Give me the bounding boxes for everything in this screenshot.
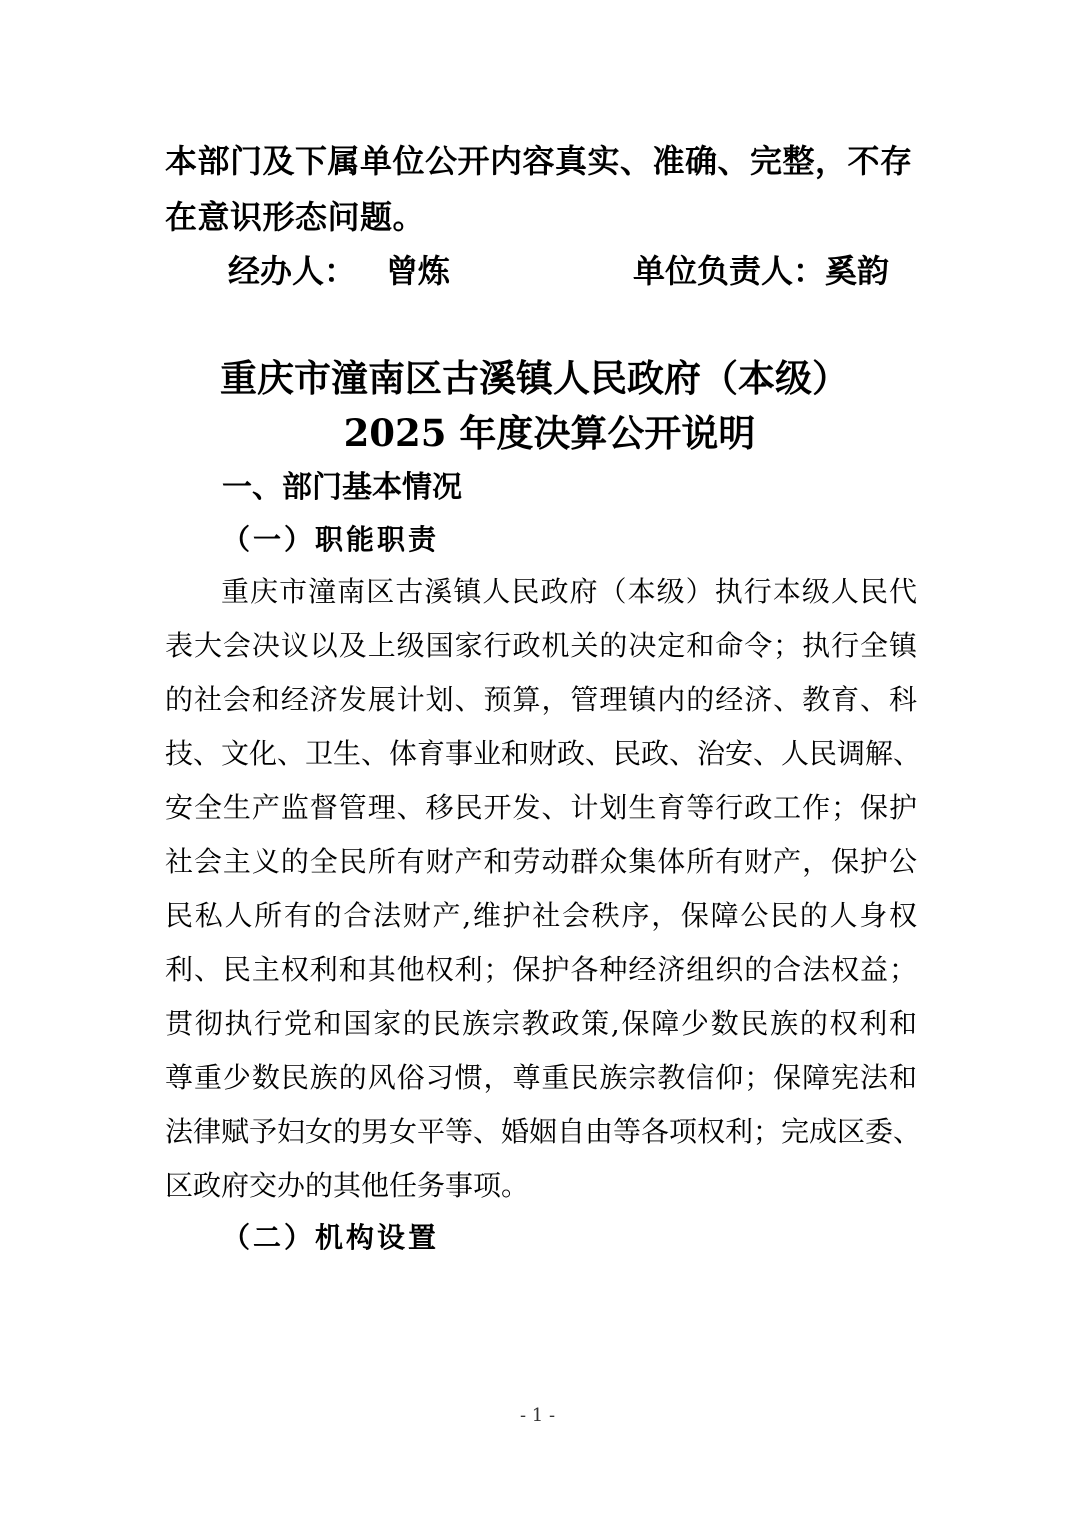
paragraph-line: 重庆市潼南区古溪镇人民政府（本级）执行本级人民代 <box>221 575 917 608</box>
paragraph-line: 技、文化、卫生、体育事业和财政、民政、治安、人民调解、 <box>165 737 922 770</box>
duties-paragraph <box>165 565 922 1213</box>
document-title-line2: 2025 年度决算公开说明 <box>343 411 756 455</box>
handler-signature <box>228 243 450 299</box>
paragraph-line: 利、民主权利和其他权利；保护各种经济组织的合法权益； <box>165 953 917 986</box>
document-title-line1: 重庆市潼南区古溪镇人民政府（本级） <box>220 356 849 400</box>
paragraph-line: 表大会决议以及上级国家行政机关的决定和命令；执行全镇 <box>165 629 917 662</box>
section-heading: 一、部门基本情况 <box>222 470 462 505</box>
leader-label: 单位负责人： <box>633 252 826 290</box>
paragraph-line: 安全生产监督管理、移民开发、计划生育等行政工作；保护 <box>165 791 917 824</box>
paragraph-line: 尊重少数民族的风俗习惯，尊重民族宗教信仰；保障宪法和 <box>165 1061 917 1094</box>
handler-name: 曾炼 <box>386 252 451 290</box>
paragraph-line: 区政府交办的其他任务事项。 <box>165 1169 530 1202</box>
page-number: - 1 - <box>519 1405 556 1426</box>
paragraph-line: 社会主义的全民所有财产和劳动群众集体所有财产，保护公 <box>165 845 917 878</box>
paragraph-line: 的社会和经济发展计划、预算，管理镇内的经济、教育、科 <box>165 683 917 716</box>
paragraph-line: 民私人所有的合法财产,维护社会秩序，保障公民的人身权 <box>165 899 917 932</box>
subsection-heading-duties: （一）职能职责 <box>222 523 440 556</box>
statement-line: 本部门及下属单位公开内容真实、准确、完整，不存 <box>165 142 913 180</box>
subsection-heading-organization: （二）机构设置 <box>222 1221 440 1254</box>
integrity-statement <box>165 133 917 245</box>
paragraph-line: 贯彻执行党和国家的民族宗教政策,保障少数民族的权利和 <box>165 1007 917 1040</box>
leader-name: 奚韵 <box>825 252 890 290</box>
statement-line: 在意识形态问题。 <box>165 198 426 236</box>
paragraph-line: 法律赋予妇女的男女平等、婚姻自由等各项权利；完成区委、 <box>165 1115 922 1148</box>
leader-signature <box>633 243 889 299</box>
handler-label: 经办人： <box>228 252 357 290</box>
